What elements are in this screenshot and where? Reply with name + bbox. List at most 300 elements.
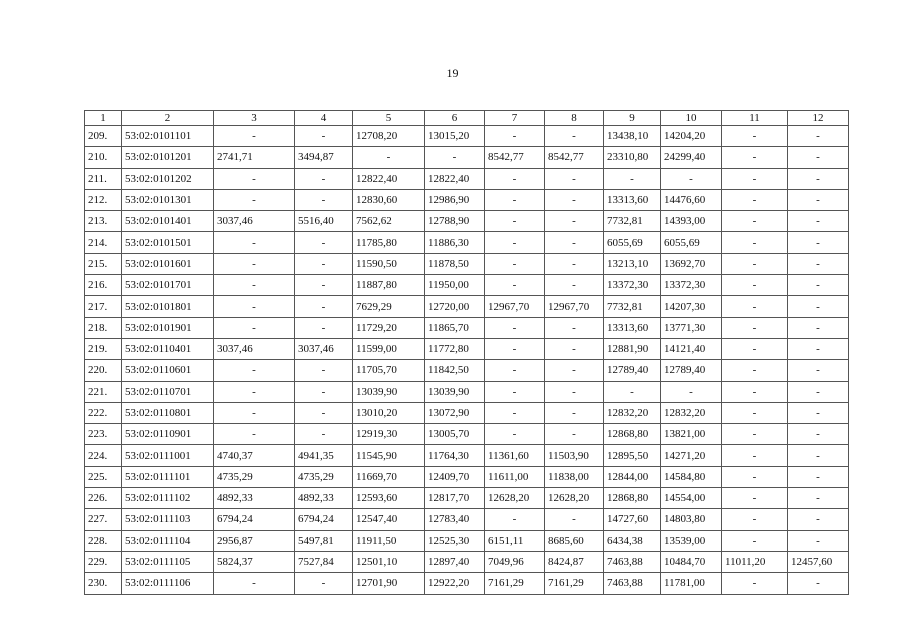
value-cell: 7463,88 xyxy=(604,551,661,572)
cadastral-code-cell: 53:02:0101501 xyxy=(122,232,214,253)
value-cell: - xyxy=(788,275,849,296)
value-cell: - xyxy=(214,232,295,253)
value-cell: 12720,00 xyxy=(425,296,485,317)
table-row xyxy=(85,211,849,232)
value-cell: 11545,90 xyxy=(353,445,425,466)
value-cell: 4892,33 xyxy=(214,488,295,509)
value-cell: 14584,80 xyxy=(661,466,722,487)
value-cell: 7463,88 xyxy=(604,573,661,594)
value-cell: 11838,00 xyxy=(545,466,604,487)
page-number: 19 xyxy=(446,66,459,80)
table-row xyxy=(85,551,849,572)
value-cell: - xyxy=(722,381,788,402)
value-cell: - xyxy=(425,147,485,168)
value-cell: 5497,81 xyxy=(295,530,353,551)
column-header: 10 xyxy=(661,111,722,126)
value-cell: - xyxy=(295,573,353,594)
cadastral-code-cell: 53:02:0110601 xyxy=(122,360,214,381)
value-cell: - xyxy=(485,424,545,445)
table-row xyxy=(85,573,849,594)
value-cell: 14727,60 xyxy=(604,509,661,530)
value-cell: - xyxy=(788,360,849,381)
value-cell: 13438,10 xyxy=(604,126,661,147)
value-cell: 12822,40 xyxy=(425,168,485,189)
value-cell: 14204,20 xyxy=(661,126,722,147)
value-cell: 12547,40 xyxy=(353,509,425,530)
cadastral-code-cell: 53:02:0111101 xyxy=(122,466,214,487)
value-cell: 7527,84 xyxy=(295,551,353,572)
value-cell: - xyxy=(788,168,849,189)
value-cell: 7161,29 xyxy=(485,573,545,594)
row-number-cell: 215. xyxy=(85,253,122,274)
table-row xyxy=(85,232,849,253)
cadastral-code-cell: 53:02:0110801 xyxy=(122,402,214,423)
row-number-cell: 213. xyxy=(85,211,122,232)
value-cell: 11590,50 xyxy=(353,253,425,274)
value-cell: - xyxy=(545,275,604,296)
value-cell: 24299,40 xyxy=(661,147,722,168)
value-cell: 11361,60 xyxy=(485,445,545,466)
value-cell: 8685,60 xyxy=(545,530,604,551)
value-cell: - xyxy=(214,573,295,594)
value-cell: 2956,87 xyxy=(214,530,295,551)
table-row xyxy=(85,168,849,189)
value-cell: 12832,20 xyxy=(604,402,661,423)
table-row xyxy=(85,189,849,210)
value-cell: - xyxy=(214,189,295,210)
value-cell: - xyxy=(545,402,604,423)
row-number-cell: 230. xyxy=(85,573,122,594)
value-cell: - xyxy=(545,211,604,232)
value-cell: 13213,10 xyxy=(604,253,661,274)
table-row xyxy=(85,466,849,487)
column-header: 4 xyxy=(295,111,353,126)
value-cell: - xyxy=(788,253,849,274)
value-cell: 12501,10 xyxy=(353,551,425,572)
row-number-cell: 209. xyxy=(85,126,122,147)
table-row xyxy=(85,445,849,466)
value-cell: - xyxy=(722,275,788,296)
cadastral-code-cell: 53:02:0110401 xyxy=(122,338,214,359)
value-cell: 11865,70 xyxy=(425,317,485,338)
value-cell: 12817,70 xyxy=(425,488,485,509)
value-cell: - xyxy=(545,338,604,359)
value-cell: 11887,80 xyxy=(353,275,425,296)
value-cell: 14554,00 xyxy=(661,488,722,509)
value-cell: - xyxy=(661,381,722,402)
row-number-cell: 228. xyxy=(85,530,122,551)
cadastral-code-cell: 53:02:0111106 xyxy=(122,573,214,594)
value-cell: 6151,11 xyxy=(485,530,545,551)
value-cell: - xyxy=(722,126,788,147)
value-cell: - xyxy=(788,126,849,147)
value-cell: - xyxy=(788,381,849,402)
value-cell: 12897,40 xyxy=(425,551,485,572)
value-cell: - xyxy=(788,147,849,168)
value-cell: 13039,90 xyxy=(425,381,485,402)
value-cell: 14803,80 xyxy=(661,509,722,530)
table-row xyxy=(85,488,849,509)
value-cell: - xyxy=(485,275,545,296)
value-cell: 6434,38 xyxy=(604,530,661,551)
value-cell: - xyxy=(485,232,545,253)
value-cell: - xyxy=(545,168,604,189)
value-cell: - xyxy=(214,317,295,338)
value-cell: 12922,20 xyxy=(425,573,485,594)
value-cell: 3037,46 xyxy=(214,338,295,359)
table-body xyxy=(85,126,849,595)
value-cell: - xyxy=(545,253,604,274)
value-cell: - xyxy=(661,168,722,189)
value-cell: 14121,40 xyxy=(661,338,722,359)
value-cell: - xyxy=(722,189,788,210)
value-cell: 11785,80 xyxy=(353,232,425,253)
value-cell: 12525,30 xyxy=(425,530,485,551)
row-number-cell: 225. xyxy=(85,466,122,487)
value-cell: - xyxy=(295,232,353,253)
value-cell: - xyxy=(214,381,295,402)
row-number-cell: 214. xyxy=(85,232,122,253)
value-cell: 12967,70 xyxy=(485,296,545,317)
row-number-cell: 227. xyxy=(85,509,122,530)
value-cell: - xyxy=(545,126,604,147)
value-cell: 11886,30 xyxy=(425,232,485,253)
header-row xyxy=(85,111,849,126)
value-cell: 12628,20 xyxy=(485,488,545,509)
value-cell: - xyxy=(722,530,788,551)
value-cell: 13539,00 xyxy=(661,530,722,551)
column-header: 11 xyxy=(722,111,788,126)
value-cell: 13692,70 xyxy=(661,253,722,274)
row-number-cell: 219. xyxy=(85,338,122,359)
row-number-cell: 223. xyxy=(85,424,122,445)
value-cell: 12986,90 xyxy=(425,189,485,210)
value-cell: 5824,37 xyxy=(214,551,295,572)
value-cell: 4735,29 xyxy=(295,466,353,487)
value-cell: - xyxy=(485,381,545,402)
value-cell: 12919,30 xyxy=(353,424,425,445)
value-cell: 14476,60 xyxy=(661,189,722,210)
value-cell: 12457,60 xyxy=(788,551,849,572)
table-row xyxy=(85,424,849,445)
value-cell: - xyxy=(722,232,788,253)
value-cell: 12868,80 xyxy=(604,424,661,445)
value-cell: - xyxy=(722,445,788,466)
value-cell: 13015,20 xyxy=(425,126,485,147)
value-cell: 7732,81 xyxy=(604,211,661,232)
cadastral-code-cell: 53:02:0101401 xyxy=(122,211,214,232)
cadastral-code-cell: 53:02:0110701 xyxy=(122,381,214,402)
value-cell: - xyxy=(295,296,353,317)
cadastral-code-cell: 53:02:0101901 xyxy=(122,317,214,338)
table-row xyxy=(85,530,849,551)
value-cell: 7562,62 xyxy=(353,211,425,232)
tariff-table xyxy=(84,110,849,595)
value-cell: - xyxy=(722,147,788,168)
value-cell: 12789,40 xyxy=(604,360,661,381)
value-cell: 4735,29 xyxy=(214,466,295,487)
value-cell: - xyxy=(295,253,353,274)
value-cell: 6055,69 xyxy=(604,232,661,253)
value-cell: 10484,70 xyxy=(661,551,722,572)
value-cell: - xyxy=(485,253,545,274)
value-cell: - xyxy=(788,466,849,487)
value-cell: - xyxy=(214,402,295,423)
value-cell: - xyxy=(722,466,788,487)
cadastral-code-cell: 53:02:0101202 xyxy=(122,168,214,189)
value-cell: - xyxy=(788,402,849,423)
value-cell: 14207,30 xyxy=(661,296,722,317)
value-cell: 12881,90 xyxy=(604,338,661,359)
table-row xyxy=(85,126,849,147)
value-cell: 13039,90 xyxy=(353,381,425,402)
value-cell: - xyxy=(788,445,849,466)
value-cell: - xyxy=(722,424,788,445)
column-header: 7 xyxy=(485,111,545,126)
value-cell: - xyxy=(295,126,353,147)
cadastral-code-cell: 53:02:0101201 xyxy=(122,147,214,168)
value-cell: 12701,90 xyxy=(353,573,425,594)
value-cell: 13072,90 xyxy=(425,402,485,423)
value-cell: 13821,00 xyxy=(661,424,722,445)
value-cell: - xyxy=(722,253,788,274)
value-cell: 14393,00 xyxy=(661,211,722,232)
value-cell: - xyxy=(485,126,545,147)
value-cell: 7629,29 xyxy=(353,296,425,317)
value-cell: - xyxy=(722,573,788,594)
value-cell: - xyxy=(485,211,545,232)
value-cell: - xyxy=(295,189,353,210)
row-number-cell: 210. xyxy=(85,147,122,168)
value-cell: - xyxy=(788,488,849,509)
value-cell: 12783,40 xyxy=(425,509,485,530)
column-header: 2 xyxy=(122,111,214,126)
value-cell: - xyxy=(295,275,353,296)
cadastral-code-cell: 53:02:0101601 xyxy=(122,253,214,274)
value-cell: - xyxy=(214,360,295,381)
value-cell: - xyxy=(295,424,353,445)
value-cell: 11911,50 xyxy=(353,530,425,551)
value-cell: - xyxy=(788,211,849,232)
value-cell: 3037,46 xyxy=(295,338,353,359)
value-cell: - xyxy=(485,360,545,381)
value-cell: 11878,50 xyxy=(425,253,485,274)
value-cell: 8542,77 xyxy=(485,147,545,168)
value-cell: - xyxy=(722,509,788,530)
value-cell: - xyxy=(295,360,353,381)
cadastral-code-cell: 53:02:0111105 xyxy=(122,551,214,572)
value-cell: 12628,20 xyxy=(545,488,604,509)
value-cell: 7732,81 xyxy=(604,296,661,317)
value-cell: - xyxy=(788,338,849,359)
column-header: 1 xyxy=(85,111,122,126)
value-cell: - xyxy=(722,296,788,317)
value-cell: 12788,90 xyxy=(425,211,485,232)
value-cell: - xyxy=(545,360,604,381)
value-cell: 11669,70 xyxy=(353,466,425,487)
column-header: 6 xyxy=(425,111,485,126)
value-cell: 4892,33 xyxy=(295,488,353,509)
cadastral-code-cell: 53:02:0101701 xyxy=(122,275,214,296)
value-cell: 13313,60 xyxy=(604,189,661,210)
value-cell: 11772,80 xyxy=(425,338,485,359)
value-cell: - xyxy=(214,253,295,274)
value-cell: 6794,24 xyxy=(295,509,353,530)
cadastral-code-cell: 53:02:0101801 xyxy=(122,296,214,317)
value-cell: 13372,30 xyxy=(661,275,722,296)
value-cell: - xyxy=(485,402,545,423)
column-header: 9 xyxy=(604,111,661,126)
table-row xyxy=(85,360,849,381)
value-cell: - xyxy=(604,168,661,189)
value-cell: - xyxy=(214,168,295,189)
value-cell: 11599,00 xyxy=(353,338,425,359)
value-cell: - xyxy=(722,317,788,338)
value-cell: 12895,50 xyxy=(604,445,661,466)
value-cell: - xyxy=(788,509,849,530)
value-cell: 13005,70 xyxy=(425,424,485,445)
value-cell: 7161,29 xyxy=(545,573,604,594)
row-number-cell: 226. xyxy=(85,488,122,509)
row-number-cell: 212. xyxy=(85,189,122,210)
value-cell: - xyxy=(545,509,604,530)
row-number-cell: 221. xyxy=(85,381,122,402)
value-cell: - xyxy=(214,296,295,317)
value-cell: - xyxy=(295,317,353,338)
table-row xyxy=(85,381,849,402)
value-cell: - xyxy=(485,338,545,359)
value-cell: - xyxy=(604,381,661,402)
value-cell: 13010,20 xyxy=(353,402,425,423)
value-cell: - xyxy=(788,296,849,317)
value-cell: 11764,30 xyxy=(425,445,485,466)
value-cell: - xyxy=(788,317,849,338)
cadastral-code-cell: 53:02:0111001 xyxy=(122,445,214,466)
value-cell: 12708,20 xyxy=(353,126,425,147)
table-row xyxy=(85,147,849,168)
value-cell: - xyxy=(788,232,849,253)
value-cell: 11842,50 xyxy=(425,360,485,381)
table-row xyxy=(85,317,849,338)
value-cell: 11705,70 xyxy=(353,360,425,381)
value-cell: 8424,87 xyxy=(545,551,604,572)
cadastral-code-cell: 53:02:0111104 xyxy=(122,530,214,551)
value-cell: - xyxy=(545,317,604,338)
cadastral-code-cell: 53:02:0101101 xyxy=(122,126,214,147)
value-cell: - xyxy=(485,509,545,530)
value-cell: 8542,77 xyxy=(545,147,604,168)
table-row xyxy=(85,275,849,296)
row-number-cell: 220. xyxy=(85,360,122,381)
value-cell: 11503,90 xyxy=(545,445,604,466)
value-cell: 6794,24 xyxy=(214,509,295,530)
value-cell: - xyxy=(722,360,788,381)
value-cell: - xyxy=(722,402,788,423)
row-number-cell: 217. xyxy=(85,296,122,317)
value-cell: - xyxy=(722,211,788,232)
value-cell: 13372,30 xyxy=(604,275,661,296)
value-cell: 12593,60 xyxy=(353,488,425,509)
row-number-cell: 222. xyxy=(85,402,122,423)
value-cell: 11781,00 xyxy=(661,573,722,594)
table-row xyxy=(85,253,849,274)
value-cell: 13313,60 xyxy=(604,317,661,338)
cadastral-code-cell: 53:02:0101301 xyxy=(122,189,214,210)
value-cell: 11611,00 xyxy=(485,466,545,487)
value-cell: 12868,80 xyxy=(604,488,661,509)
table-row xyxy=(85,296,849,317)
cadastral-code-cell: 53:02:0110901 xyxy=(122,424,214,445)
value-cell: 14271,20 xyxy=(661,445,722,466)
value-cell: 5516,40 xyxy=(295,211,353,232)
value-cell: 12832,20 xyxy=(661,402,722,423)
value-cell: 12822,40 xyxy=(353,168,425,189)
column-header: 8 xyxy=(545,111,604,126)
value-cell: 7049,96 xyxy=(485,551,545,572)
table-row xyxy=(85,509,849,530)
value-cell: - xyxy=(295,168,353,189)
value-cell: 13771,30 xyxy=(661,317,722,338)
value-cell: - xyxy=(485,317,545,338)
value-cell: 12830,60 xyxy=(353,189,425,210)
value-cell: - xyxy=(788,573,849,594)
value-cell: - xyxy=(545,232,604,253)
value-cell: - xyxy=(788,530,849,551)
value-cell: - xyxy=(214,275,295,296)
value-cell: 2741,71 xyxy=(214,147,295,168)
value-cell: 6055,69 xyxy=(661,232,722,253)
value-cell: 12967,70 xyxy=(545,296,604,317)
table-row xyxy=(85,338,849,359)
value-cell: 4740,37 xyxy=(214,445,295,466)
value-cell: 11950,00 xyxy=(425,275,485,296)
value-cell: 11729,20 xyxy=(353,317,425,338)
cadastral-code-cell: 53:02:0111103 xyxy=(122,509,214,530)
value-cell: - xyxy=(485,189,545,210)
value-cell: 12789,40 xyxy=(661,360,722,381)
column-header: 12 xyxy=(788,111,849,126)
value-cell: 12844,00 xyxy=(604,466,661,487)
value-cell: 4941,35 xyxy=(295,445,353,466)
value-cell: 12409,70 xyxy=(425,466,485,487)
value-cell: - xyxy=(722,488,788,509)
value-cell: - xyxy=(295,402,353,423)
value-cell: - xyxy=(214,424,295,445)
column-header: 3 xyxy=(214,111,295,126)
value-cell: 3494,87 xyxy=(295,147,353,168)
row-number-cell: 229. xyxy=(85,551,122,572)
value-cell: - xyxy=(545,424,604,445)
value-cell: - xyxy=(788,189,849,210)
row-number-cell: 224. xyxy=(85,445,122,466)
table-row xyxy=(85,402,849,423)
value-cell: - xyxy=(722,168,788,189)
value-cell: - xyxy=(353,147,425,168)
value-cell: 3037,46 xyxy=(214,211,295,232)
column-header: 5 xyxy=(353,111,425,126)
value-cell: 11011,20 xyxy=(722,551,788,572)
row-number-cell: 216. xyxy=(85,275,122,296)
row-number-cell: 218. xyxy=(85,317,122,338)
value-cell: - xyxy=(214,126,295,147)
value-cell: - xyxy=(545,381,604,402)
value-cell: - xyxy=(545,189,604,210)
cadastral-code-cell: 53:02:0111102 xyxy=(122,488,214,509)
value-cell: - xyxy=(295,381,353,402)
value-cell: - xyxy=(485,168,545,189)
value-cell: - xyxy=(788,424,849,445)
value-cell: 23310,80 xyxy=(604,147,661,168)
